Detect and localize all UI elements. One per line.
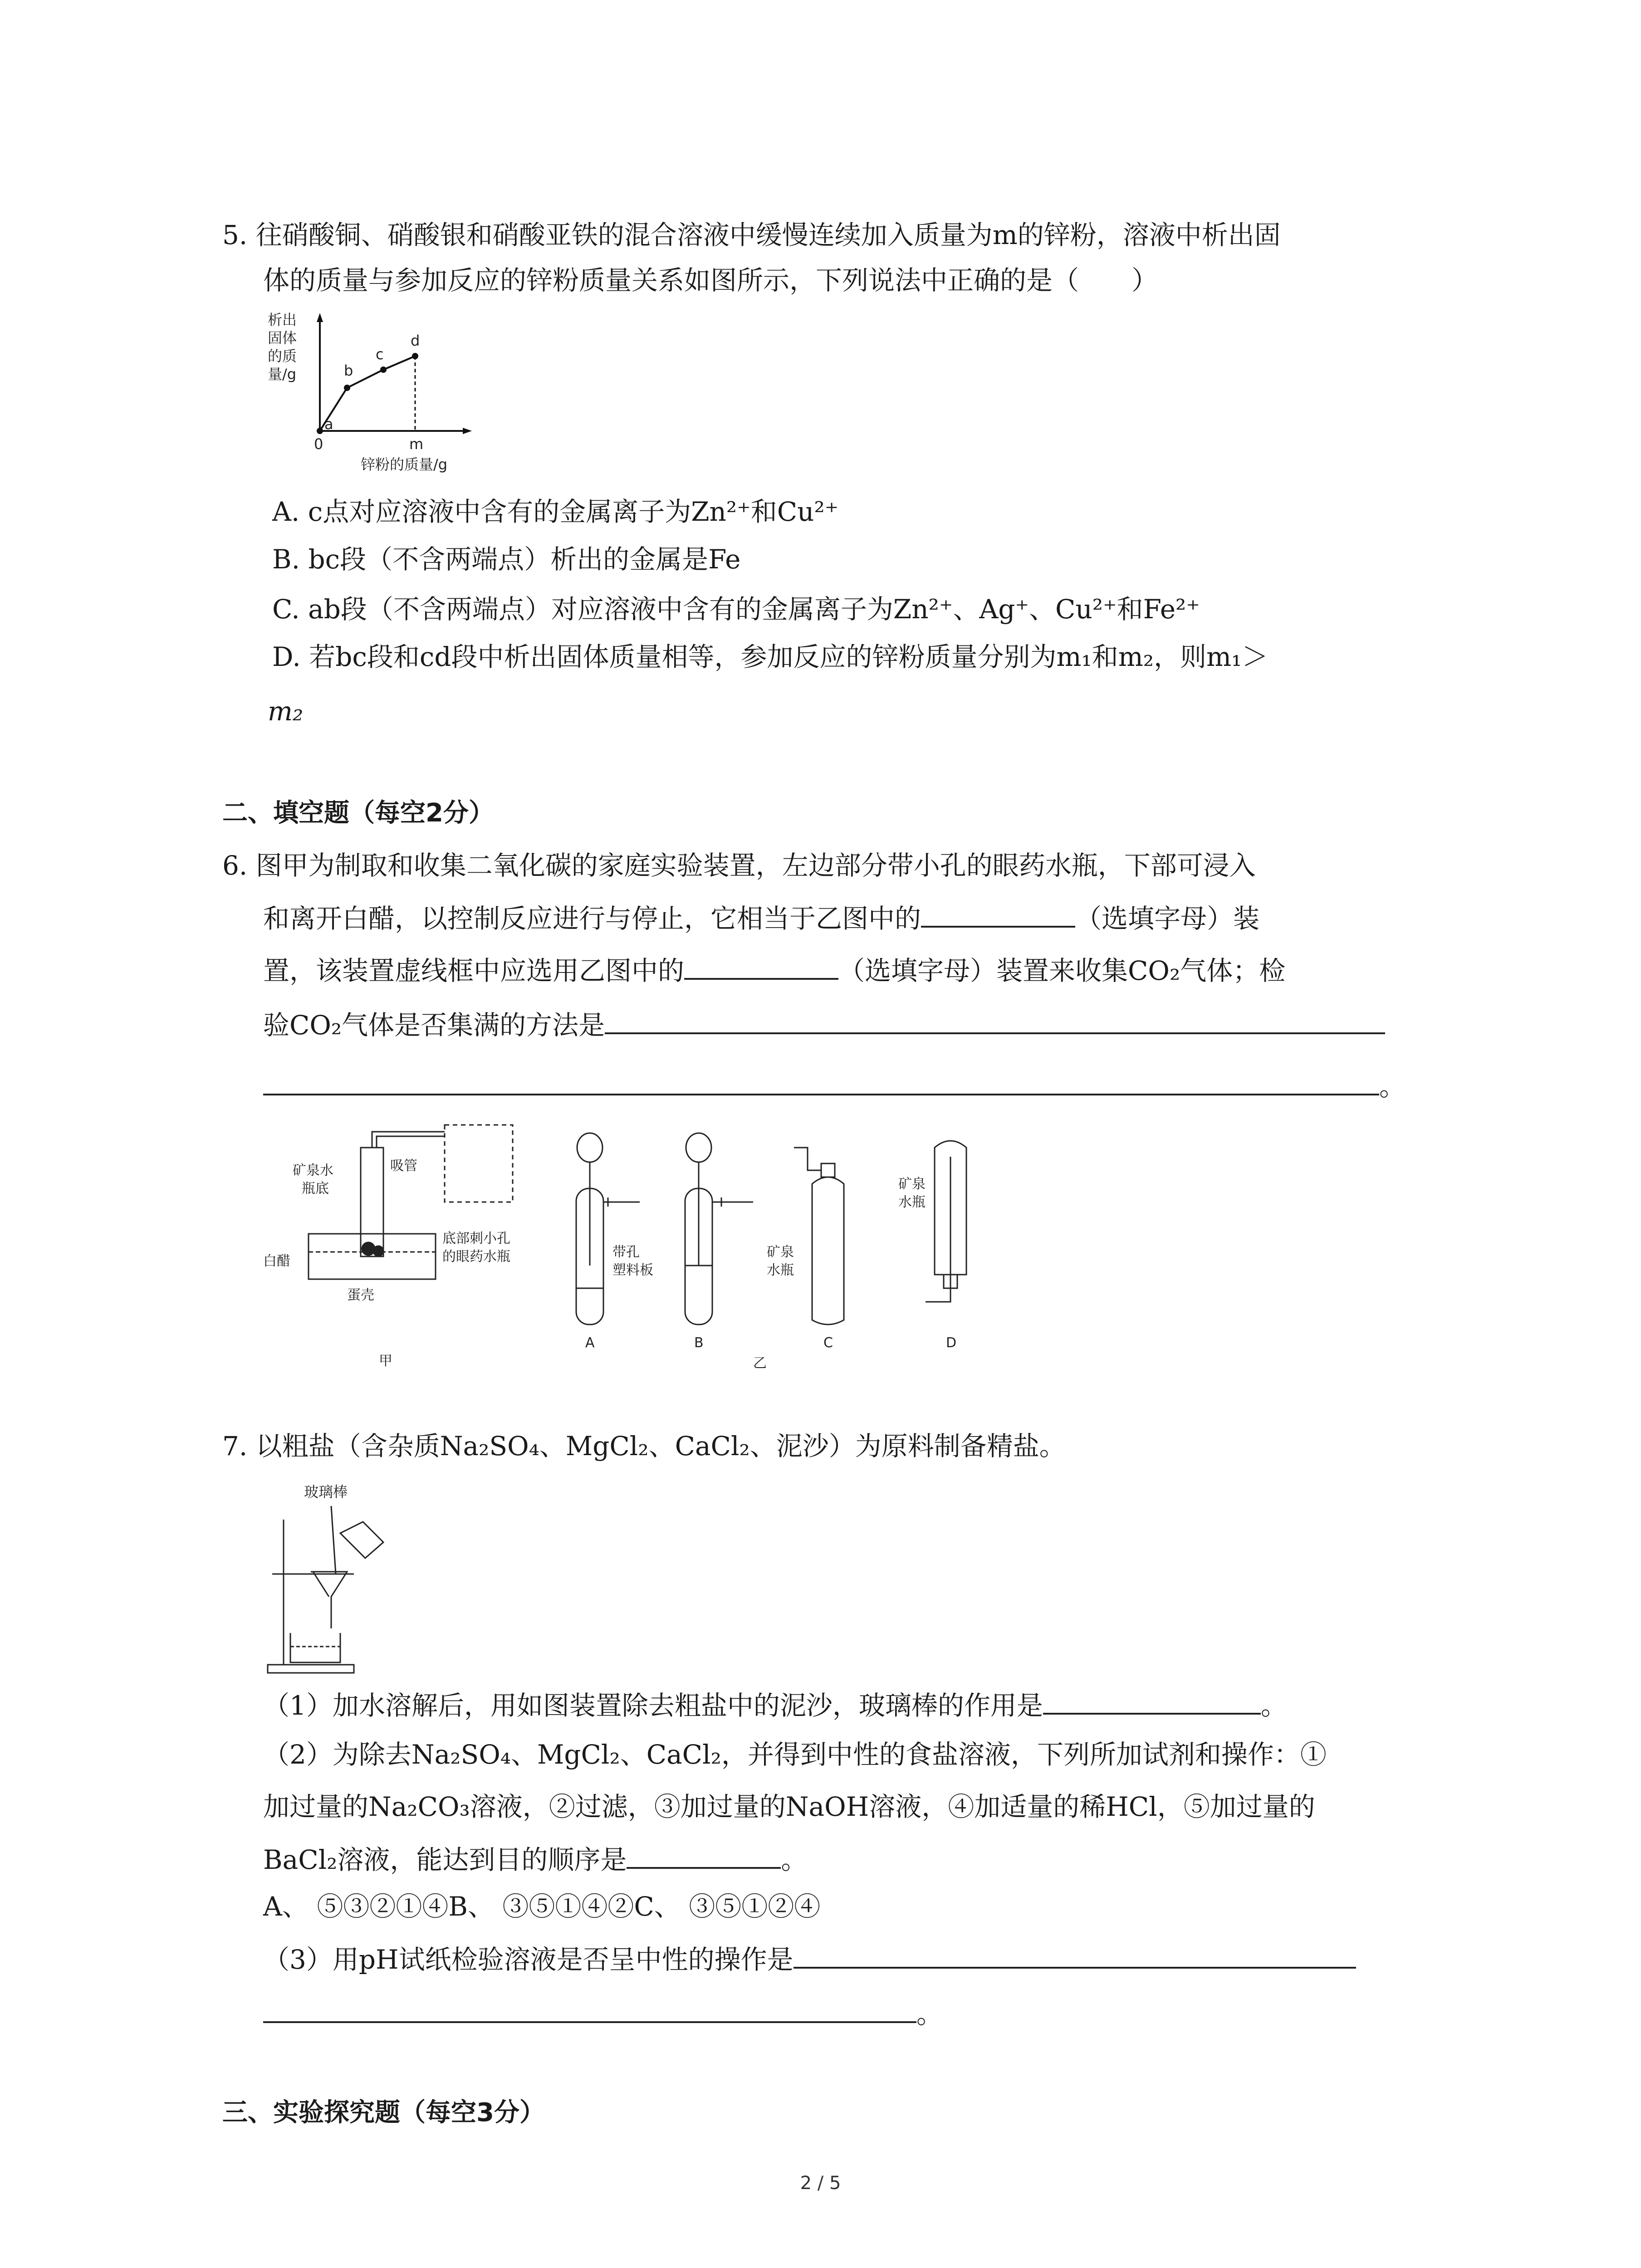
q6-label-d: D	[946, 1335, 957, 1351]
q7-part2-line2: 加过量的Na₂CO₃溶液，②过滤，③加过量的NaOH溶液，④加适量的稀HCl，⑤加过量的	[263, 1791, 1315, 1822]
q5-graph-line	[320, 356, 415, 431]
q6-label-bottle-1: 矿泉水	[293, 1163, 333, 1178]
q5-xlabel: 锌粉的质量/g	[361, 456, 448, 473]
q6-line3-text: 置，该装置虚线框中应选用乙图中的	[263, 955, 685, 986]
q6-label-dropper-1: 底部刺小孔	[442, 1231, 510, 1246]
q5-stem-line2: 体的质量与参加反应的锌粉质量关系如图所示，下列说法中正确的是（ ）	[263, 265, 1158, 296]
q5-ylabel-2: 固体	[268, 329, 297, 347]
q6-line5-end: 。	[1379, 1071, 1406, 1102]
q7-part3-text: （3）用pH试纸检验溶液是否呈中性的操作是	[263, 1944, 794, 1975]
section-3-title: 三、实验探究题（每空3分）	[222, 2098, 545, 2127]
q6-stem-line1: 6. 图甲为制取和收集二氧化碳的家庭实验装置，左边部分带小孔的眼药水瓶，下部可浸入	[222, 850, 1256, 881]
q6-label-perforated-2: 塑料板	[612, 1262, 653, 1278]
q6-fig-apparatus-d	[926, 1141, 966, 1302]
q5-option-c: C. ab段（不含两端点）对应溶液中含有的金属离子为Zn²⁺、Ag⁺、Cu²⁺和Fe²⁺	[272, 594, 1200, 625]
q6-label-bottle-d-2: 水瓶	[898, 1194, 926, 1210]
q6-label-a: A	[585, 1335, 595, 1351]
q5-option-d-line1: D. 若bc段和cd段中析出固体质量相等，参加反应的锌粉质量分别为m₁和m₂，则m₁＞	[272, 641, 1269, 672]
q6-label-vinegar: 白醋	[263, 1253, 290, 1269]
q6-label-eggshell: 蛋壳	[347, 1287, 374, 1303]
q6-stem-line3	[263, 953, 1285, 988]
q6-line2-tail: （选填字母）装	[1075, 903, 1260, 934]
q7-blank-3a[interactable]	[794, 1941, 1356, 1969]
q5-xmark: m	[409, 435, 424, 453]
q7-part2-line1: （2）为除去Na₂SO₄、MgCl₂、CaCl₂，并得到中性的食盐溶液，下列所加试剂和操作：①	[263, 1739, 1327, 1770]
q6-label-dropper-2: 的眼药水瓶	[442, 1249, 510, 1265]
q6-label-perforated-1: 带孔	[612, 1244, 640, 1260]
q5-point-d: d	[411, 332, 420, 349]
q7-part1	[263, 1687, 1287, 1723]
q6-label-bottle-d-1: 矿泉	[898, 1176, 926, 1192]
q7-blank-1[interactable]	[1043, 1687, 1261, 1715]
q5-option-d-line2: m₂	[268, 696, 304, 727]
q7-part1-end: 。	[1260, 1690, 1287, 1721]
q7-blank-2[interactable]	[627, 1842, 781, 1869]
q6-label-bottle-c-2: 水瓶	[767, 1262, 794, 1278]
q6-label-jia: 甲	[379, 1353, 392, 1369]
q6-line4-text: 验CO₂气体是否集满的方法是	[263, 1010, 605, 1041]
q6-label-yi: 乙	[753, 1355, 767, 1371]
q5-option-a: A. c点对应溶液中含有的金属离子为Zn²⁺和Cu²⁺	[272, 496, 839, 527]
q6-blank-2[interactable]	[684, 953, 838, 980]
q7-part2-text: BaCl₂溶液，能达到目的顺序是	[263, 1844, 627, 1875]
q6-stem-line2	[263, 900, 1259, 936]
q6-fig-apparatus-c	[794, 1148, 844, 1325]
q7-part2-end: 。	[781, 1844, 808, 1875]
q6-line3-tail: （选填字母）装置来收集CO₂气体；检	[838, 955, 1286, 986]
q7-part2-line3	[263, 1842, 807, 1877]
q6-label-straw: 吸管	[390, 1158, 417, 1174]
q6-line2-text: 和离开白醋，以控制反应进行与停止，它相当于乙图中的	[263, 903, 921, 934]
q6-blank-3a[interactable]	[605, 1007, 1385, 1034]
q6-blank-3b[interactable]	[263, 1068, 1379, 1095]
q5-point-b: b	[344, 362, 353, 379]
q5-stem-line1: 5. 往硝酸铜、硝酸银和硝酸亚铁的混合溶液中缓慢连续加入质量为m的锌粉，溶液中析出固	[222, 220, 1281, 250]
q6-label-b: B	[694, 1335, 704, 1351]
q7-label-glass-rod: 玻璃棒	[304, 1483, 348, 1501]
page-number: 2 / 5	[800, 2173, 841, 2194]
q7-part2-options: A、 ⑤③②①④B、 ③⑤①④②C、 ③⑤①②④	[263, 1891, 821, 1922]
q5-graph	[263, 308, 499, 481]
q6-label-bottle-2: 瓶底	[302, 1181, 329, 1197]
q6-fig-apparatus-a	[576, 1133, 640, 1325]
q7-part3-line1	[263, 1941, 1356, 1977]
q6-fig-apparatus-b	[685, 1133, 753, 1325]
q5-point-a: a	[324, 415, 333, 433]
q6-label-bottle-c-1: 矿泉	[767, 1244, 794, 1260]
q6-blank-1[interactable]	[921, 900, 1075, 928]
q6-label-c: C	[823, 1335, 833, 1351]
q7-part1-text: （1）加水溶解后，用如图装置除去粗盐中的泥沙，玻璃棒的作用是	[263, 1690, 1043, 1721]
q6-apparatus-figure	[263, 1120, 1243, 1374]
q7-filtration-figure	[263, 1479, 408, 1678]
q5-ylabel-1: 析出	[268, 311, 297, 328]
q7-part3-line2	[263, 1996, 943, 2031]
q6-stem-line5	[263, 1068, 1406, 1104]
q7-stem: 7. 以粗盐（含杂质Na₂SO₄、MgCl₂、CaCl₂、泥沙）为原料制备精盐。	[222, 1431, 1066, 1461]
q7-blank-3b[interactable]	[263, 1996, 916, 2023]
q5-point-c: c	[376, 346, 384, 363]
q5-option-b: B. bc段（不含两端点）析出的金属是Fe	[272, 544, 741, 575]
q5-ylabel-4: 量/g	[268, 366, 297, 383]
section-2-title: 二、填空题（每空2分）	[222, 798, 494, 828]
q7-part3-end: 。	[916, 1999, 943, 2029]
q5-ylabel-3: 的质	[268, 347, 297, 365]
q6-stem-line4	[263, 1007, 1385, 1042]
q5-origin: 0	[314, 435, 323, 453]
